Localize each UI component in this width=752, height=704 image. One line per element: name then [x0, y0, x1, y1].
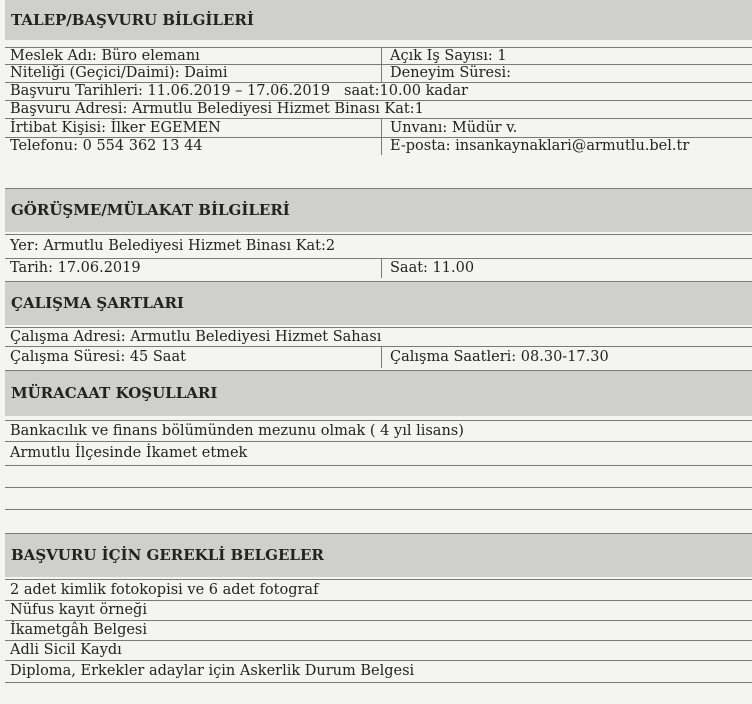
basvuru-tarihleri	[5, 83, 752, 100]
e-posta: E-posta: insankaynaklari@armutlu.bel.tr	[381, 138, 752, 155]
belge-item	[5, 640, 752, 660]
belge-item	[5, 660, 752, 682]
telefonu: Telefonu: 0 554 362 13 44	[10, 138, 203, 154]
muracaat-text: Bankacılık ve finans bölümünden mezunu olmak ( 4 yıl lisans)	[10, 422, 464, 439]
section-title: GÖRÜŞME/MÜLAKAT BİLGİLERİ	[11, 201, 290, 219]
section-header-muracaat	[5, 370, 752, 416]
section-header-talep	[5, 0, 752, 40]
section-header-gorusme	[5, 188, 752, 232]
gorusme-saati: Saat: 11.00	[381, 259, 752, 278]
unvani: Unvanı: Müdür v.	[381, 119, 752, 137]
section-header-calisma	[5, 281, 752, 325]
section-title: BAŞVURU İÇİN GEREKLİ BELGELER	[11, 546, 324, 564]
empty-row	[5, 487, 752, 509]
row-telefon	[5, 137, 752, 155]
acik-is-sayisi: Açık İş Sayısı: 1	[381, 48, 752, 64]
row-yer	[5, 234, 752, 258]
muracaat-item	[5, 420, 752, 441]
gorusme-yeri: Yer: Armutlu Belediyesi Hizmet Binası Kat:2	[10, 238, 336, 254]
belge-text: İkametgâh Belgesi	[10, 622, 148, 638]
row-irtibat	[5, 118, 752, 137]
calisma-suresi: Çalışma Süresi: 45 Saat	[10, 349, 186, 365]
tarihler-text: Başvuru Tarihleri: 11.06.2019 – 17.06.2019	[10, 83, 331, 99]
meslek-adi: Meslek Adı: Büro elemanı	[10, 48, 200, 64]
row-tarihler	[5, 82, 752, 100]
niteligi: Niteliği (Geçici/Daimi): Daimi	[10, 65, 228, 81]
empty-row	[5, 465, 752, 487]
section-title: TALEP/BAŞVURU BİLGİLERİ	[11, 10, 254, 29]
belge-text: Diploma, Erkekler adaylar için Askerlik Durum Belgesi	[10, 663, 415, 679]
muracaat-item	[5, 441, 752, 465]
row-adres	[5, 100, 752, 118]
section-title: MÜRACAAT KOŞULLARI	[11, 384, 218, 402]
belge-text: Adli Sicil Kaydı	[10, 642, 122, 658]
basvuru-adresi: Başvuru Adresi: Armutlu Belediyesi Hizmet Binası Kat:1	[10, 101, 424, 117]
belge-item	[5, 620, 752, 640]
belge-item	[5, 579, 752, 600]
saat-text: saat:10.00 kadar	[344, 83, 468, 99]
empty-row	[5, 682, 752, 704]
irtibat-kisisi: İrtibat Kişisi: İlker EGEMEN	[10, 119, 221, 136]
calisma-adresi: Çalışma Adresi: Armutlu Belediyesi Hizmet Sahası	[10, 328, 382, 345]
belge-item	[5, 600, 752, 620]
row-niteligi	[5, 64, 752, 82]
deneyim-suresi: Deneyim Süresi:	[381, 65, 752, 82]
belge-text: 2 adet kimlik fotokopisi ve 6 adet fotograf	[10, 581, 319, 598]
row-meslek	[5, 47, 752, 64]
belge-text: Nüfus kayıt örneği	[10, 602, 147, 618]
empty-row	[5, 509, 752, 533]
row-calisma-adresi	[5, 327, 752, 346]
row-tarih-saat	[5, 258, 752, 278]
section-header-belgeler	[5, 533, 752, 577]
calisma-saatleri: Çalışma Saatleri: 08.30-17.30	[381, 347, 752, 368]
gorusme-tarihi: Tarih: 17.06.2019	[10, 260, 141, 276]
muracaat-text: Armutlu İlçesinde İkamet etmek	[10, 445, 248, 461]
section-title: ÇALIŞMA ŞARTLARI	[11, 294, 184, 312]
row-calisma-suresi	[5, 346, 752, 368]
